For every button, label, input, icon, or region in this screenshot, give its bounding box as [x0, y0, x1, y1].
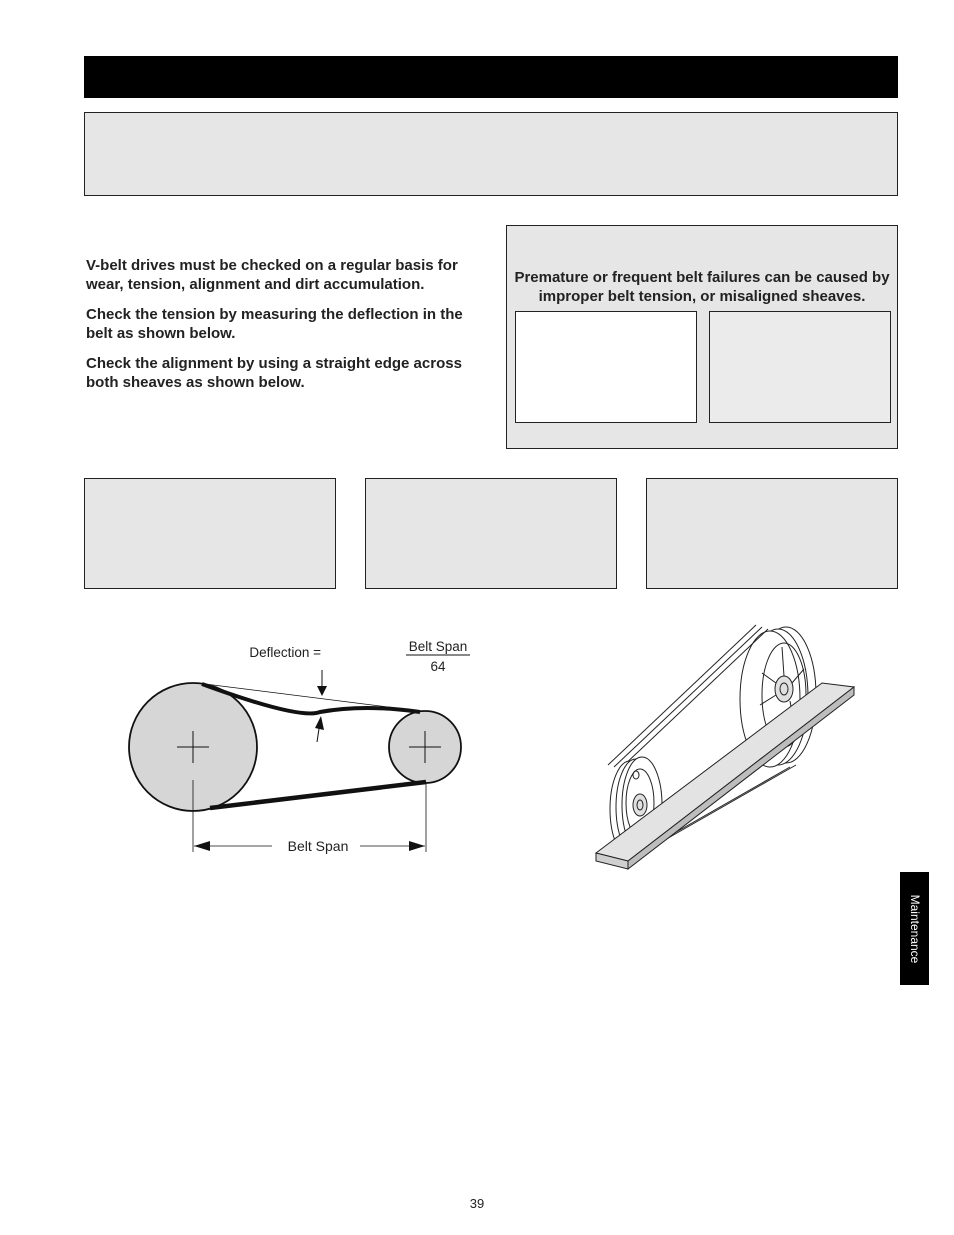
note-inner-box-right [709, 311, 891, 423]
section-side-tab [900, 872, 929, 985]
note-inner-box-left [515, 311, 697, 423]
note-text: Premature or frequent belt failures can be caused by improper belt tension, or misaligned sheaves. [514, 269, 890, 305]
deflection-arrowhead-top [317, 686, 327, 696]
paragraph-inspection: V-belt drives must be checked on a regular basis for wear, tension, alignment and dirt accumulation. [86, 257, 458, 293]
large-sheave-hub [775, 676, 793, 702]
section-header-bar [84, 56, 898, 98]
sheave-alignment-diagram [590, 615, 865, 875]
deflection-arrowhead-bottom [315, 716, 324, 730]
side-tab-label: Maintenance [907, 894, 922, 963]
paragraph-tension: Check the tension by measuring the deflection in the belt as shown below. [86, 306, 463, 342]
intro-box [84, 112, 898, 196]
belt-span-label: Belt Span [287, 838, 349, 854]
info-box-3 [646, 478, 898, 589]
paragraph-alignment: Check the alignment by using a straight edge across both sheaves as shown below. [86, 355, 462, 391]
info-box-1 [84, 478, 336, 589]
note-box [506, 225, 898, 449]
page-number: 39 [469, 1196, 485, 1211]
info-box-2 [365, 478, 617, 589]
small-sheave-hub [633, 794, 647, 816]
belt-top-strand [608, 625, 756, 765]
span-arrowhead-left [194, 841, 210, 851]
span-arrowhead-right [409, 841, 425, 851]
belt-tension-diagram [110, 630, 490, 865]
fraction-denominator: 64 [430, 659, 446, 674]
fraction-numerator: Belt Span [408, 639, 468, 654]
deflection-label: Deflection = [249, 645, 321, 660]
